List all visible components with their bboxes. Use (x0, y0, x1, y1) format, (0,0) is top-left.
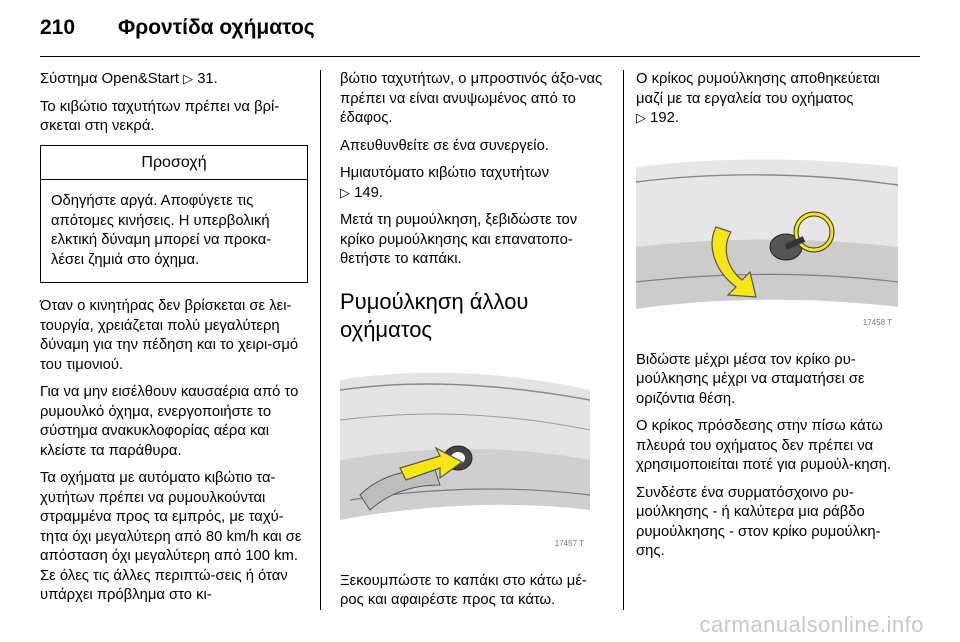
column-2 (340, 70, 610, 619)
engine-off-text: Όταν ο κινητήρας δεν βρίσκεται σε λει-τουργία, χρειάζεται πολύ μεγαλύτερη δύναμη για την πέδηση και το χειρι-σμό του τιμονιού. (40, 298, 299, 373)
figure-label: 17458 T (862, 318, 892, 327)
column-1 (40, 70, 308, 614)
open-start-ref: Σύστημα Open&Start ▷ 31. (40, 71, 218, 87)
automatic-transmission-text: Τα οχήματα με αυτόματο κιβώτιο τα-χυτήτων πρέπει να ρυμουλκούνται στραμμένα προς τα εμπρός, με ταχύ-τητα όχι μεγαλύτερη από 80 km/h και σε απόσταση όχι μεγαλύτερη από 100 km. Σε όλες τις άλλες περιπτώ-σεις ή όταν υπάρχει πρόβλημα στο κι- (40, 470, 302, 603)
page-ref-arrow-icon: ▷ (636, 111, 646, 126)
after-towing-text: Μετά τη ρυμούλκηση, ξεβιδώστε τον κρίκο ρυμούλκησης και επανατοπο-θετήστε το καπάκι. (340, 212, 578, 267)
column-divider-1 (320, 70, 321, 610)
column-divider-2 (623, 70, 624, 610)
figure-label: 17457 T (554, 539, 584, 548)
caution-body: Οδηγήστε αργά. Αποφύγετε τις απότομες κινήσεις. Η υπερβολική ελκτική δύναμη μπορεί να προκα-λέσει ζημιά στο όχημα. (51, 193, 272, 268)
exhaust-text: Για να μην εισέλθουν καυσαέρια από το ρυμουλκό όχημα, ενεργοποιήστε το σύστημα ανακυκλοφορίας αέρα και κλείστε τα παράθυρα. (40, 384, 299, 459)
neutral-gear-text: Το κιβώτιο ταχυτήτων πρέπει να βρί-σκεται στη νεκρά. (40, 98, 280, 134)
tow-eye-storage-text: Ο κρίκος ρυμούλκησης αποθηκεύεται μαζί με τα εργαλεία του οχήματος ▷ 192. (636, 71, 880, 126)
screw-in-text: Βιδώστε μέχρι μέσα τον κρίκο ρυ-μούλκησης μέχρι να σταματήσει σε οριζόντια θέση. (636, 351, 865, 407)
caution-box (40, 145, 308, 284)
column-3 (636, 70, 908, 570)
page-title: Φροντίδα οχήματος (118, 16, 315, 39)
section-heading: Ρυμούλκηση άλλου οχήματος (340, 288, 529, 342)
workshop-text: Απευθυνθείτε σε ένα συνεργείο. (340, 137, 549, 154)
tow-eye-illustration (636, 137, 898, 337)
page-ref-arrow-icon: ▷ (183, 72, 194, 87)
watermark: carmanualsonline.info (699, 612, 924, 637)
front-axle-text: βώτιο ταχυτήτων, ο μπροστινός άξο-νας πρέπει να είναι ανυψωμένος από το έδαφος. (340, 71, 603, 126)
cover-removal-illustration (340, 360, 590, 558)
tow-eye-figure (636, 137, 898, 337)
page-number: 210 (40, 16, 76, 39)
semi-automatic-ref: Ημιαυτόματο κιβώτιο ταχυτήτων ▷ 149. (340, 165, 549, 201)
page-header (40, 16, 920, 46)
cover-removal-caption: Ξεκουμπώστε το καπάκι στο κάτω μέ-ρος και αφαιρέστε προς τα κάτω. (340, 572, 587, 608)
connect-rope-text: Συνδέστε ένα συρματόσχοινο ρυ-μούλκησης - ή καλύτερα μια ράβδο ρυμούλκησης - στον κρίκο ρυμούλκη-σης. (636, 484, 881, 559)
cover-removal-figure (340, 360, 590, 558)
rear-eye-warning-text: Ο κρίκος πρόσδεσης στην πίσω κάτω πλευρά του οχήματος δεν πρέπει να χρησιμοποιείται ποτέ για ρυμούλ-κηση. (636, 418, 892, 473)
header-divider (40, 56, 920, 57)
page-ref-arrow-icon: ▷ (340, 185, 350, 201)
caution-title: Προσοχή (41, 146, 307, 181)
